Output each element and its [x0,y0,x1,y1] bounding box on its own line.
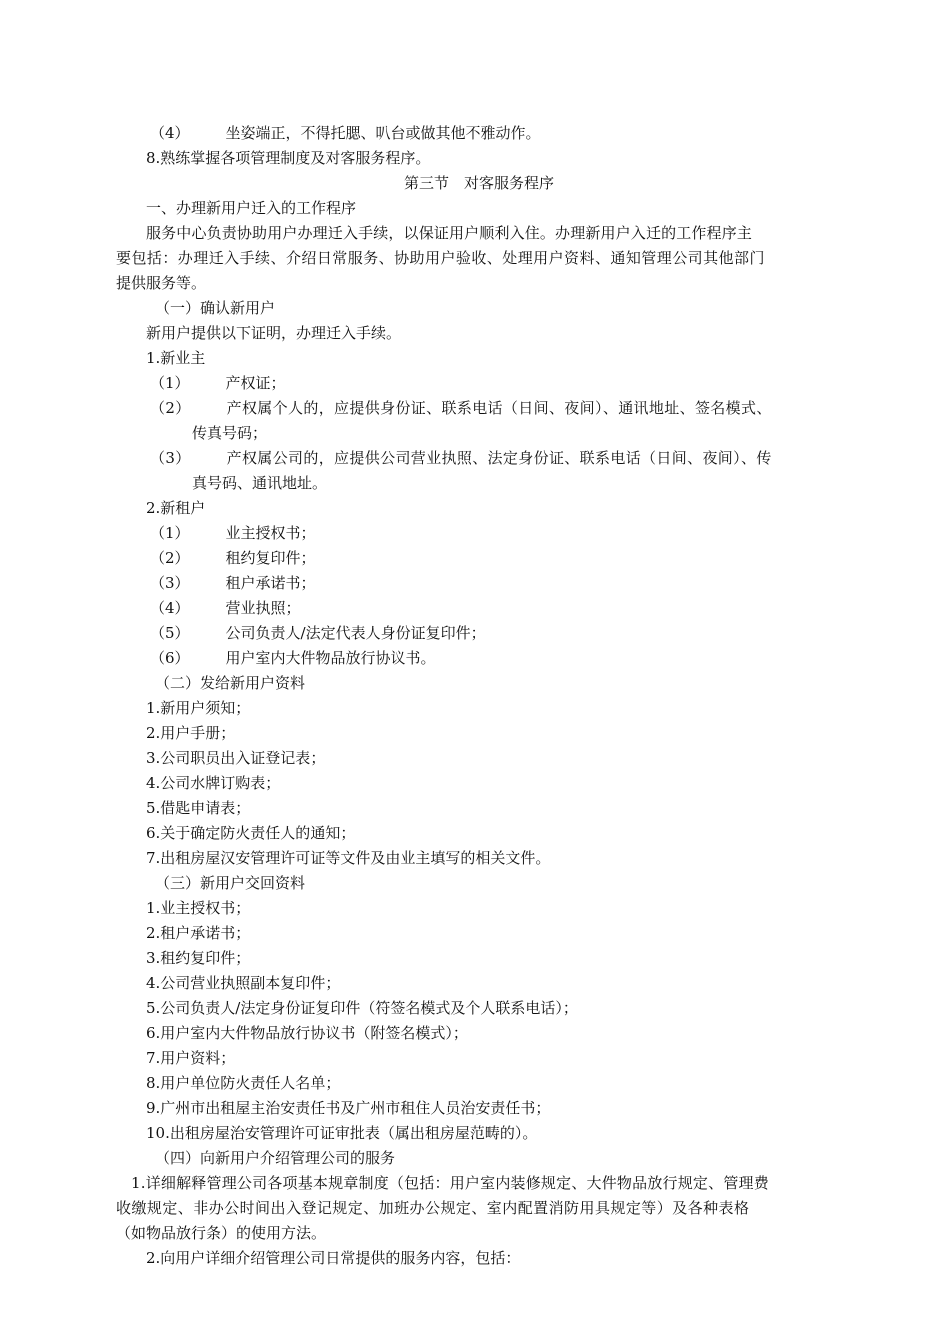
list-item: 3.公司职员出入证登记表； [146,749,326,767]
list-heading: 2.新租户 [146,499,206,517]
item-text: 公司负责人/法定代表人身份证复印件； [225,624,486,642]
list-item: 9.广州市出租屋主治安责任书及广州市租住人员治安责任书； [146,1099,551,1117]
item-text: 产权属公司的，应提供公司营业执照、法定身份证、联系电话（日间、夜间）、传 [226,449,772,467]
list-item: 1.新用户须知； [146,699,251,717]
list-item: 3.租约复印件； [146,949,251,967]
item-text: 营业执照； [225,599,301,617]
paragraph-line: 收缴规定、非办公时间出入登记规定、加班办公规定、室内配置消防用具规定等）及各种表格 [116,1199,750,1217]
list-item: 10.出租房屋治安管理许可证审批表（属出租房屋范畴的）。 [146,1124,538,1142]
list-item: 4.公司水牌订购表； [146,774,281,792]
paragraph-line: 提供服务等。 [116,274,207,292]
list-item-continued: 真号码、通讯地址。 [192,474,328,492]
list-item: 6.关于确定防火责任人的通知； [146,824,356,842]
section-heading: 第三节 对客服务程序 [404,174,555,192]
item-number: （2） [150,549,190,567]
list-item: 7.出租房屋汉安管理许可证等文件及由业主填写的相关文件。 [146,849,551,867]
paragraph-line: 2.向用户详细介绍管理公司日常提供的服务内容，包括： [146,1249,521,1267]
subheading: （四）向新用户介绍管理公司的服务 [155,1149,396,1167]
paragraph-line: （如物品放行条）的使用方法。 [116,1224,327,1242]
paragraph-line: 服务中心负责协助用户办理迁入手续，以保证用户顺利入住。办理新用户入迁的工作程序主 [146,224,753,242]
item-text: 用户室内大件物品放行协议书。 [225,649,436,667]
item-number: （3） [150,574,190,592]
subheading: （三）新用户交回资料 [155,874,306,892]
paragraph-line: 新用户提供以下证明，办理迁入手续。 [146,324,402,342]
list-item: 1.业主授权书； [146,899,251,917]
list-item: 8.用户单位防火责任人名单； [146,1074,341,1092]
item-number: （1） [150,374,190,392]
item-number: （3） [150,449,191,467]
list-item: 6.用户室内大件物品放行协议书（附签名模式）； [146,1024,468,1042]
list-item [150,548,316,568]
paragraph-line: 8.熟练掌握各项管理制度及对客服务程序。 [146,149,431,167]
item-text: 坐姿端正，不得托腮、叭台或做其他不雅动作。 [225,124,541,142]
list-heading: 1.新业主 [146,349,206,367]
list-item [150,373,286,393]
subsection-heading: 一、办理新用户迁入的工作程序 [146,199,357,217]
subheading: （二）发给新用户资料 [155,674,306,692]
item-number: （6） [150,649,190,667]
item-text: 租户承诺书； [225,574,316,592]
list-item [150,598,301,618]
list-item: 2.租户承诺书； [146,924,251,942]
list-item: 7.用户资料； [146,1049,236,1067]
item-text: 产权属个人的，应提供身份证、联系电话（日间、夜间）、通讯地址、签名模式、 [226,399,772,417]
paragraph-line: 1.详细解释管理公司各项基本规章制度（包括：用户室内装修规定、大件物品放行规定、管理费 [131,1174,769,1192]
list-item [150,448,772,468]
item-text: 产权证； [225,374,286,392]
item-number: （4） [150,599,190,617]
paragraph-line: 要包括：办理迁入手续、介绍日常服务、协助用户验收、处理用户资料、通知管理公司其他部门 [116,249,765,267]
list-item [150,398,772,418]
list-item: 4.公司营业执照副本复印件； [146,974,341,992]
list-item: 5.公司负责人/法定身份证复印件（符签名模式及个人联系电话）； [146,999,578,1017]
list-item [150,623,486,643]
list-item [150,123,541,143]
item-number: （1） [150,524,190,542]
item-text: 业主授权书； [225,524,316,542]
item-number: （2） [150,399,191,417]
list-item [150,523,316,543]
list-item: 5.借匙申请表； [146,799,251,817]
item-number: （4） [150,124,190,142]
item-text: 租约复印件； [225,549,316,567]
item-number: （5） [150,624,190,642]
list-item: 2.用户手册； [146,724,236,742]
subheading: （一）确认新用户 [155,299,276,317]
list-item-continued: 传真号码； [192,424,268,442]
list-item [150,648,436,668]
list-item [150,573,316,593]
